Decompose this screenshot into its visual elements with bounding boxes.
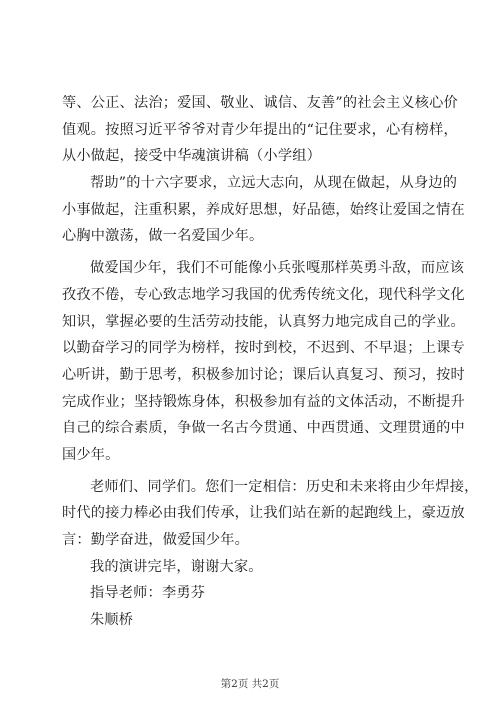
text-line: 知识，掌握必要的生活劳动技能，认真努力地完成自己的学业。	[62, 313, 465, 330]
text-line: 从小做起，接受中华魂演讲稿（小学组）	[62, 148, 321, 165]
text-line: 孜孜不倦，专心致志地学习我国的优秀传统文化，现代科学文化	[62, 286, 465, 303]
text-line: 帮助”的十六字要求，立远大志向，从现在做起，从身边的	[90, 175, 458, 192]
text-line: 指导老师：李勇芬	[90, 585, 206, 602]
text-line: 我的演讲完毕，谢谢大家。	[90, 558, 263, 575]
text-line: 完成作业；坚持锻炼身体，积极参加有益的文体活动，不断提升	[62, 393, 465, 410]
text-line: 心胸中激荡，做一名爱国少年。	[62, 228, 264, 245]
text-line: 言：勤学奋进，做爱国少年。	[62, 532, 250, 548]
text-line: 小事做起，注重积累，养成好思想，好品德，始终让爱国之情在	[62, 201, 465, 218]
text-line: 以勤奋学习的同学为榜样，按时到校，不迟到、不早退；上课专	[62, 340, 465, 357]
text-line: 老师们、同学们。您们一定相信：历史和未来将由少年焊接，	[90, 478, 479, 495]
text-line: 时代的接力棒必由我们传承，让我们站在新的起跑线上，豪迈放	[62, 505, 465, 522]
text-line: 值观。按照习近平爷爷对青少年提出的“记住要求，心有榜样，	[62, 121, 458, 138]
document-body	[62, 90, 479, 634]
text-line: 自己的综合素质，争做一名古今贯通、中西贯通、文理贯通的中	[62, 420, 465, 437]
text-line: 朱顺桥	[90, 612, 134, 629]
text-line: 国少年。	[62, 446, 120, 463]
text-line: 心听讲，勤于思考，积极参加讨论；课后认真复习、预习，按时	[62, 366, 465, 383]
page-footer: 第2页 共2页	[220, 678, 280, 690]
text-line: 做爱国少年，我们不可能像小兵张嘎那样英勇斗敌，而应该	[90, 260, 465, 277]
text-line: 等、公正、法治；爱国、敬业、诚信、友善”的社会主义核心价	[62, 95, 458, 111]
